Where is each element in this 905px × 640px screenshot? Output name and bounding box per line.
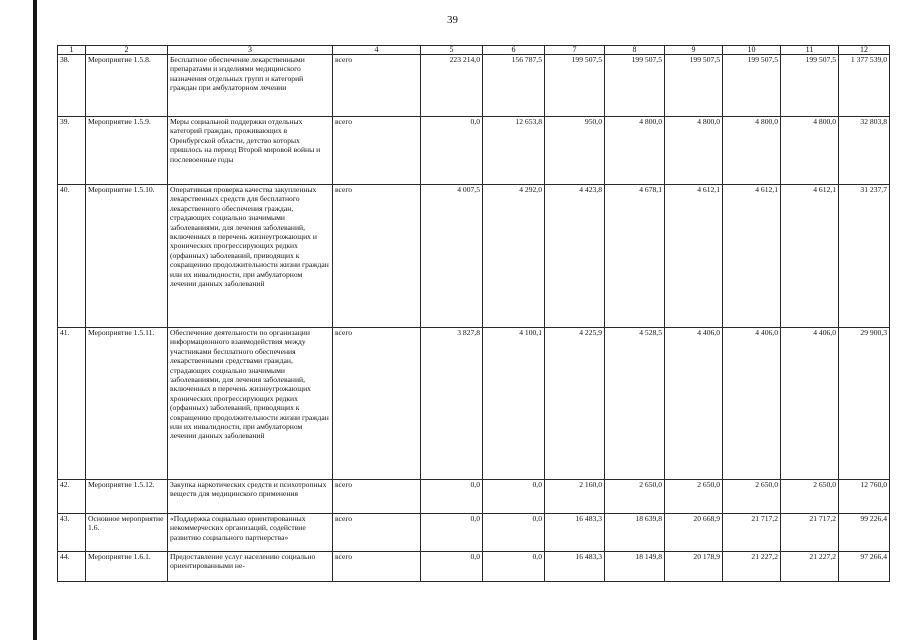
value-cell: 18 149,8 (605, 552, 665, 582)
event-name: Мероприятие 1.5.11. (86, 328, 168, 480)
value-cell: 2 650,0 (605, 480, 665, 514)
column-header: 2 (86, 46, 168, 55)
event-name: Мероприятие 1.5.10. (86, 185, 168, 328)
column-header: 7 (545, 46, 605, 55)
value-cell: 199 507,5 (781, 55, 839, 117)
value-cell: 4 800,0 (605, 117, 665, 185)
value-cell: 0,0 (421, 480, 483, 514)
event-description: Бесплатное обеспечение лекарственными препаратами и изделиями медицинского назначения отдельных групп и категорий граждан при амбулаторном лечении (168, 55, 333, 117)
column-header: 1 (58, 46, 86, 55)
value-cell: 4 007,5 (421, 185, 483, 328)
row-number: 42. (58, 480, 86, 514)
value-cell: 1 377 539,0 (839, 55, 890, 117)
value-cell: 4 612,1 (723, 185, 781, 328)
value-cell: 950,0 (545, 117, 605, 185)
row-number: 44. (58, 552, 86, 582)
column-header: 11 (781, 46, 839, 55)
value-cell: 2 650,0 (723, 480, 781, 514)
value-cell: 4 292,0 (483, 185, 545, 328)
event-name: Мероприятие 1.6.1. (86, 552, 168, 582)
value-cell: 16 483,3 (545, 514, 605, 552)
value-cell: 4 225,9 (545, 328, 605, 480)
value-cell: 12 653,8 (483, 117, 545, 185)
value-cell: 31 237,7 (839, 185, 890, 328)
column-header: 6 (483, 46, 545, 55)
funding-source: всего (333, 328, 421, 480)
event-description: «Поддержка социально ориентированных некоммерческих организаций, содействие развитию социального партнерства» (168, 514, 333, 552)
value-cell: 20 178,9 (665, 552, 723, 582)
event-description: Обеспечение деятельности по организации информационного взаимодействия между участниками бесплатного обеспечения лекарственными средствами граждан, страдающих социально значимыми заболеваниями, для лечения заболеваний, включенных в перечень жизнеугрожающих хронических прогрессирующих редких (орфанных) заболеваний, приводящих к сокращению продолжительности жизни граждан или их инвалидности, при амбулаторном лечении данных заболеваний (168, 328, 333, 480)
value-cell: 4 800,0 (723, 117, 781, 185)
event-name: Мероприятие 1.5.12. (86, 480, 168, 514)
column-header: 4 (333, 46, 421, 55)
row-number: 40. (58, 185, 86, 328)
funding-source: всего (333, 514, 421, 552)
column-header: 8 (605, 46, 665, 55)
value-cell: 16 483,3 (545, 552, 605, 582)
value-cell: 20 668,9 (665, 514, 723, 552)
value-cell: 4 423,8 (545, 185, 605, 328)
event-description: Меры социальной поддержки отдельных категорий граждан, проживающих в Оренбургской области, детство которых пришлось на период Второй мировой войны и послевоенные годы (168, 117, 333, 185)
value-cell: 4 406,0 (665, 328, 723, 480)
event-description: Предоставление услуг населению социально ориентированными не- (168, 552, 333, 582)
value-cell: 99 226,4 (839, 514, 890, 552)
column-header: 9 (665, 46, 723, 55)
event-description: Оперативная проверка качества закупленных лекарственных средств для бесплатного лекарственного обеспечения граждан, страдающих социально значимыми заболеваниями, для лечения заболеваний, включенных в перечень жизнеугрожающих и хронических прогрессирующих редких (орфанных) заболеваний, приводящих к сокращению продолжительности жизни граждан или их инвалидности, при амбулаторном лечении данных заболеваний (168, 185, 333, 328)
value-cell: 4 800,0 (781, 117, 839, 185)
table-row (58, 55, 890, 117)
value-cell: 29 900,3 (839, 328, 890, 480)
value-cell: 4 612,1 (665, 185, 723, 328)
page-number: 39 (447, 14, 458, 26)
value-cell: 199 507,5 (605, 55, 665, 117)
value-cell: 4 406,0 (723, 328, 781, 480)
event-name: Мероприятие 1.5.9. (86, 117, 168, 185)
funding-source: всего (333, 55, 421, 117)
value-cell: 4 528,5 (605, 328, 665, 480)
column-header: 5 (421, 46, 483, 55)
value-cell: 97 266,4 (839, 552, 890, 582)
value-cell: 156 787,5 (483, 55, 545, 117)
funding-source: всего (333, 117, 421, 185)
row-number: 39. (58, 117, 86, 185)
event-name: Основное мероприятие 1.6. (86, 514, 168, 552)
budget-table (57, 45, 890, 582)
table-row (58, 480, 890, 514)
table-row (58, 117, 890, 185)
column-header: 3 (168, 46, 333, 55)
table-row (58, 328, 890, 480)
value-cell: 0,0 (483, 480, 545, 514)
column-header: 12 (839, 46, 890, 55)
row-number: 41. (58, 328, 86, 480)
value-cell: 0,0 (483, 552, 545, 582)
value-cell: 21 717,2 (723, 514, 781, 552)
row-number: 38. (58, 55, 86, 117)
table-row (58, 514, 890, 552)
value-cell: 4 678,1 (605, 185, 665, 328)
value-cell: 0,0 (421, 552, 483, 582)
table-row (58, 552, 890, 582)
value-cell: 0,0 (421, 514, 483, 552)
value-cell: 2 650,0 (781, 480, 839, 514)
value-cell: 32 803,8 (839, 117, 890, 185)
value-cell: 4 612,1 (781, 185, 839, 328)
event-name: Мероприятие 1.5.8. (86, 55, 168, 117)
value-cell: 12 760,0 (839, 480, 890, 514)
value-cell: 18 639,8 (605, 514, 665, 552)
value-cell: 21 717,2 (781, 514, 839, 552)
value-cell: 21 227,2 (723, 552, 781, 582)
value-cell: 199 507,5 (545, 55, 605, 117)
value-cell: 4 800,0 (665, 117, 723, 185)
value-cell: 0,0 (421, 117, 483, 185)
value-cell: 0,0 (483, 514, 545, 552)
value-cell: 2 650,0 (665, 480, 723, 514)
funding-source: всего (333, 480, 421, 514)
column-number-row (58, 46, 890, 55)
funding-source: всего (333, 185, 421, 328)
value-cell: 223 214,0 (421, 55, 483, 117)
value-cell: 4 100,1 (483, 328, 545, 480)
value-cell: 199 507,5 (723, 55, 781, 117)
value-cell: 2 160,0 (545, 480, 605, 514)
value-cell: 3 827,8 (421, 328, 483, 480)
funding-source: всего (333, 552, 421, 582)
value-cell: 4 406,0 (781, 328, 839, 480)
value-cell: 199 507,5 (665, 55, 723, 117)
scan-left-edge (33, 0, 37, 640)
event-description: Закупка наркотических средств и психотропных веществ для медицинского применения (168, 480, 333, 514)
value-cell: 21 227,2 (781, 552, 839, 582)
row-number: 43. (58, 514, 86, 552)
table-row (58, 185, 890, 328)
column-header: 10 (723, 46, 781, 55)
